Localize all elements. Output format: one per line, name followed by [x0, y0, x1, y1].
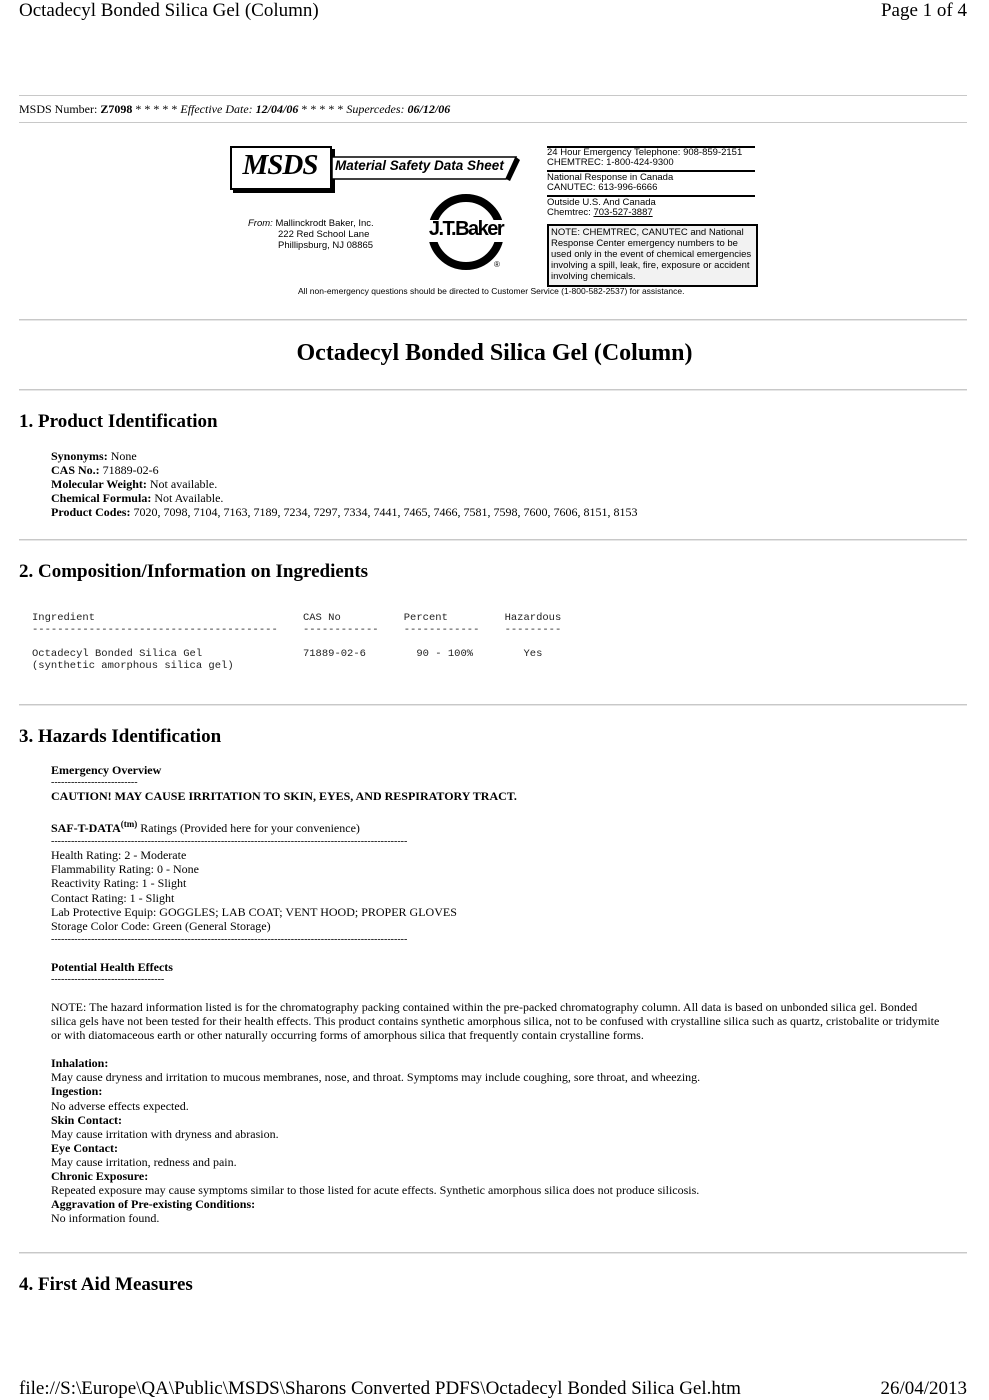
reactivity-rating: Reactivity Rating: 1 - Slight — [51, 876, 187, 891]
file-path: file://S:\Europe\QA\Public\MSDS\Sharons Converted PDFS\Octadecyl Bonded Silica Gel.htm — [19, 1378, 741, 1399]
divider — [19, 95, 967, 96]
print-date: 26/04/2013 — [880, 1378, 967, 1399]
divider — [19, 122, 967, 123]
ingestion-label: Ingestion: — [51, 1084, 103, 1099]
flammability-rating: Flammability Rating: 0 - None — [51, 862, 199, 877]
eye-contact-text: May cause irritation, redness and pain. — [51, 1154, 237, 1169]
inhalation-label: Inhalation: — [51, 1056, 109, 1071]
molecular-weight: Molecular Weight: Not available. — [51, 477, 218, 492]
aggravation-label: Aggravation of Pre-existing Conditions: — [51, 1197, 256, 1212]
document-title: Octadecyl Bonded Silica Gel (Column) — [296, 340, 693, 366]
saf-t-data-line: SAF-$T-DATA^{(tm)}$ Ratings (Provided here for your convenience) — [51, 819, 360, 836]
outside-label: Outside U.S. And Canada — [547, 197, 656, 208]
storage-color-code: Storage Color Code: Green (General Storage) — [51, 918, 271, 933]
section-title: 2. Composition/Information on Ingredients — [19, 561, 369, 582]
hazards-body: Emergency Overview -------------------------- CAUTION! MAY CAUSE IRRITATION TO SKIN, EYES, AND RESPIRATORY TRACT. SAF-$T-DATA^{(tm)}$ Ratings (Provided here for your convenience) ----------------------------------------------------------------------------------------------------------- Health Rating: 2 - Moderate Flammability Rating: 0 - None Reactivity Rating: 1 - Slight Contact Rating: 1 - Slight Lab Protective Equip: GOGGLES; LAB COAT; VENT HOOD; PROPER GLOVES Storage Color Code: Green (General Storage) ----------------------------------------------------------------------------------------------------------- Potential Health Effects ---------------------------------- NOTE: The hazard information listed is for the chromatography packing contained within the pre-packed chromatography column. All data is based on unbonded silica gel. Bonded silica gels have not been tested for their health effects. This product contains synthetic amorphous silica, not to be confused with crystalline silica such as quartz, cristobalite or tridymite or with diatomaceous earth or other naturally occurring forms of amorphous silica that frequently contain crystalline forms. Inhalation: May cause dryness and irritation to mucous membranes, nose, and throat. Symptoms may include coughing, sore throat, and wheezing. Ingestion: No adverse effects expected. Skin Contact: May cause irritation with dryness and abrasion. Eye Contact: May cause irritation, redness and pain. Chronic Exposure: Repeated exposure may cause symptoms similar to those listed for acute effects. Synthetic amorphous silica does not produce silicosis. Aggravation of Pre-existing Conditions: No information found. — [51, 763, 951, 1225]
msds-info-line: MSDS Number: Z7098 * * * * * Effective Date: 12/04/06 * * * * * Supercedes: 06/12/06 — [19, 102, 451, 116]
chemtrec-phone: CHEMTREC: 1-800-424-9300 — [547, 157, 674, 168]
non-emergency-text: All non-emergency questions should be directed to Customer Service (1-800-582-2537) for assistance. — [298, 286, 685, 296]
effective-date: 12/04/06 — [255, 102, 299, 116]
emergency-overview-label: Emergency Overview — [51, 763, 162, 777]
potential-health-effects-label: Potential Health Effects — [51, 959, 173, 974]
skin-contact-text: May cause irritation with dryness and abrasion. — [51, 1126, 279, 1141]
canada-label: National Response in Canada — [547, 172, 674, 183]
emergency-phone: 24 Hour Emergency Telephone: 908-859-2151 — [547, 147, 743, 158]
divider — [19, 319, 967, 321]
registered-mark: ® — [494, 260, 500, 269]
cas-number: CAS No.: 71889-02-6 — [51, 463, 159, 478]
synonyms: Synonyms: None — [51, 449, 137, 463]
from-address: From: Mallinckrodt Baker, Inc. 222 Red School Lane Phillipsburg, NJ 08865 — [248, 218, 374, 251]
chemical-formula: Chemical Formula: Not Available. — [51, 491, 224, 506]
emergency-note: NOTE: CHEMTREC, CANUTEC and National Response Center emergency numbers to be used only in the event of chemical emergencies involving a spill, leak, fire, exposure or accident involving chemicals. — [547, 224, 758, 287]
msds-logo: MSDS — [242, 149, 318, 181]
ingredient-table-header: Ingredient CAS No Percent Hazardous --------------------------------------- ------------ ------------ --------- — [32, 612, 562, 636]
divider — [19, 704, 967, 706]
hazard-note: NOTE: The hazard information listed is for the chromatography packing contained within the pre-packed chromatography column. All data is based on unbonded silica gel. Bonded silica gels have not been tested for their health effects. This product contains synthetic amorphous silica, not to be confused with crystalline silica such as quartz, cristobalite or tridymite or with diatomaceous earth or other naturally occurring forms of amorphous silica that frequently contain crystalline forms. — [51, 999, 940, 1043]
page-number: Page 1 of 4 — [880, 0, 967, 21]
ingestion-text: No adverse effects expected. — [51, 1098, 189, 1113]
section-title: 3. Hazards Identification — [19, 726, 222, 747]
canutec-phone: CANUTEC: 613-996-6666 — [547, 182, 658, 193]
page-header-title: Octadecyl Bonded Silica Gel (Column) — [19, 0, 319, 21]
aggravation-text: No information found. — [51, 1211, 160, 1226]
health-rating: Health Rating: 2 - Moderate — [51, 848, 187, 863]
inhalation-text: May cause dryness and irritation to mucous membranes, nose, and throat. Symptoms may include coughing, sore throat, and wheezing. — [51, 1070, 701, 1085]
caution-text: CAUTION! MAY CAUSE IRRITATION TO SKIN, EYES, AND RESPIRATORY TRACT. — [51, 789, 517, 804]
chemtrec-outside: Chemtrec: 703-527-3887 — [547, 207, 653, 218]
section-title: 4. First Aid Measures — [19, 1274, 193, 1295]
divider — [19, 539, 967, 541]
lab-protective-equip: Lab Protective Equip: GOGGLES; LAB COAT; VENT HOOD; PROPER GLOVES — [51, 904, 457, 919]
ingredient-table-row: Octadecyl Bonded Silica Gel 71889-02-6 90 - 100% Yes (synthetic amorphous silica gel) — [32, 648, 543, 672]
supercedes-date: 06/12/06 — [407, 102, 451, 116]
skin-contact-label: Skin Contact: — [51, 1112, 123, 1127]
divider — [19, 389, 967, 391]
divider — [19, 1252, 967, 1254]
eye-contact-label: Eye Contact: — [51, 1140, 118, 1155]
msds-number: Z7098 — [100, 102, 133, 116]
contact-rating: Contact Rating: 1 - Slight — [51, 890, 175, 905]
product-codes: Product Codes: 7020, 7098, 7104, 7163, 7189, 7234, 7297, 7334, 7441, 7465, 7466, 7581, 7598, 7600, 7606, 8151, 8153 — [51, 505, 638, 520]
chronic-exposure-label: Chronic Exposure: — [51, 1168, 149, 1183]
chronic-exposure-text: Repeated exposure may cause symptoms similar to those listed for acute effects. Synthetic amorphous silica does not produce silicosis. — [51, 1183, 700, 1198]
section-title: 1. Product Identification — [19, 411, 218, 432]
jtbaker-logo-text: J.T.Baker — [428, 218, 504, 240]
product-identification — [51, 449, 951, 519]
banner-text: Material Safety Data Sheet — [335, 158, 504, 173]
